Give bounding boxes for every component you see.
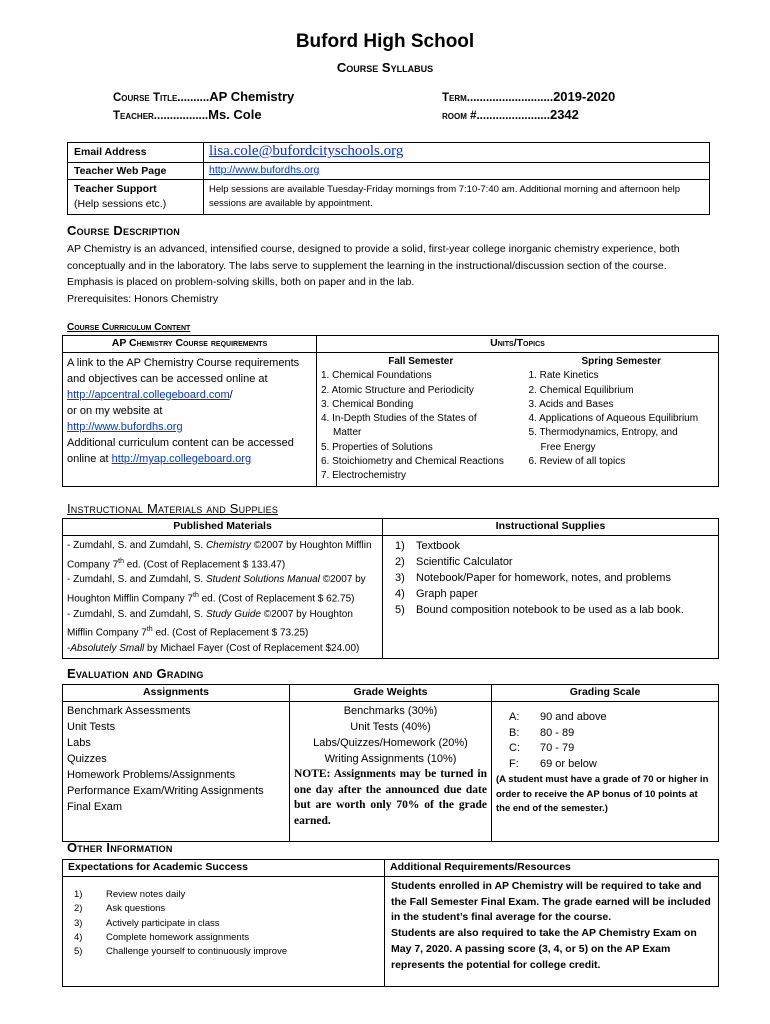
syllabus-subtitle: Course Syllabus [336,60,434,75]
course-title-label: Course Title.......... [113,92,210,104]
curriculum-table [62,335,719,487]
spring-topic: 6. Review of all topics [528,456,626,468]
teacher-row [113,107,262,122]
support-label-cell [68,180,204,215]
email-link[interactable]: lisa.cole@bufordcityschools.org [209,143,404,159]
web-label: Teacher Web Page [68,163,204,180]
requirements-cell [63,353,317,487]
fall-topic: 6. Stoichiometry and Chemical Reactions [321,456,504,468]
weight-item: Writing Assignments (10%) [324,753,457,765]
expectation-item: 3) Actively participate in class [74,917,220,929]
supplies-cell [383,536,719,659]
assignment-item: Quizzes [67,753,107,765]
spring-header: Spring Semester [581,356,661,367]
scale-note: (A student must have a grade of 70 or higher in order to receive the AP bonus of 10 points at the end of the semester.) [496,774,709,814]
scale-row: B: 80 - 89 [509,726,575,739]
supply-item: 1) Textbook [395,540,461,552]
scale-row: F: 69 or below [509,757,597,770]
spring-topic: 4. Applications of Aqueous Equilibrium [528,413,699,425]
published-cell [63,536,383,659]
evaluation-table [62,684,719,842]
assignment-item: Unit Tests [67,721,116,733]
spring-topic: 1. Rate Kinetics [528,370,599,382]
room-row [442,107,579,122]
fall-topic: 7. Electrochemistry [321,470,407,482]
weights-header: Grade Weights [290,685,492,702]
expectations-cell [63,877,385,987]
scale-row: A: 90 and above [509,711,607,723]
fall-topic: 3. Chemical Bonding [321,398,414,410]
supplies-header: Instructional Supplies [383,519,719,536]
fall-topic: 5. Properties of Solutions [321,441,433,453]
published-item: - Zumdahl, S. and Zumdahl, S. Chemistry ©2007 by Houghton Mifflin Company 7th ed. (Cost of Replacement $ 133.47) [67,540,372,570]
supply-item: 4) Graph paper [395,588,478,600]
requirements-text-3: Additional curriculum content can be accessed online at [67,437,294,465]
additional-cell [385,877,719,987]
bufordhs-link[interactable]: http://www.bufordhs.org [67,421,183,433]
expectation-item: 1) Review notes daily [74,889,186,900]
published-header: Published Materials [63,519,383,536]
expectation-item: 2) Ask questions [74,903,166,915]
spring-semester-cell [525,353,719,487]
link-slash: / [229,389,233,401]
teacher-value: Ms. Cole [208,107,262,122]
course-title-value: AP Chemistry [209,89,295,104]
weight-item: Benchmarks (30%) [343,705,438,717]
requirements-text-2: or on my website at [67,405,163,417]
contact-table [67,142,710,215]
supply-item: 3) Notebook/Paper for homework, notes, and problems [395,572,671,584]
curriculum-title: Course Curriculum Content [67,322,191,333]
fall-semester-cell [317,353,525,487]
supply-item: 5) Bound composition notebook to be used as a lab book. [395,604,684,616]
support-label: Teacher Support [74,183,157,195]
apcentral-link[interactable]: http://apcentral.collegeboard.com [67,389,230,401]
weight-item: Labs/Quizzes/Homework (20%) [313,737,468,749]
email-label: Email Address [68,143,204,163]
teacher-web-link[interactable]: http://www.bufordhs.org [209,164,320,176]
spring-topic: 5. Thermodynamics, Entropy, and [528,427,678,439]
units-header: Units/Topics [317,336,719,353]
additional-text-2: Students are also required to take the AP Chemistry Exam on May 7, 2020. A passing score (3, 4, or 5) on the AP Exam represents the potential for college credit. [391,927,697,971]
materials-table [62,518,719,659]
scale-cell [492,702,719,842]
weights-cell [290,702,492,842]
support-sublabel: (Help sessions etc.) [74,198,167,210]
spring-topic: 3. Acids and Bases [528,398,614,410]
additional-header: Additional Requirements/Resources [385,860,719,877]
assignment-item: Final Exam [67,801,123,813]
term-row [442,89,615,104]
materials-title: Instructional Materials and Supplies [67,501,279,516]
published-item: -Absolutely Small by Michael Fayer (Cost of Replacement $24.00) [67,642,360,654]
term-value: 2019-2020 [553,89,616,104]
assignments-cell [63,702,290,842]
published-item: - Zumdahl, S. and Zumdahl, S. Study Guide ©2007 by Houghton Mifflin Company 7th ed. (Cost of Replacement $ 73.25) [67,608,353,639]
requirements-text-1: A link to the AP Chemistry Course requirements and objectives can be accessed online at [67,357,300,385]
expectations-header: Expectations for Academic Success [63,860,385,877]
description-body: AP Chemistry is an advanced, intensified course, designed to provide a solid, first-year college inorganic chemistry experience, both conceptually and in the laboratory. The labs serve to supplement the learning in the instructional/discussion section of the course. Emphasis is placed on problem-solving skills, both on paper and in the lab. [67,243,680,288]
prerequisites: Prerequisites: Honors Chemistry [67,292,219,305]
fall-header: Fall Semester [388,356,454,367]
description-title: Course Description [67,223,180,238]
assignment-item: Homework Problems/Assignments [67,769,236,781]
other-table [62,859,719,987]
room-label: room #....................... [442,110,550,122]
late-work-note: NOTE: Assignments may be turned in one day after the announced due date but are worth only 70% of the grade earned. [294,768,487,827]
school-title: Buford High School [295,31,475,52]
supply-item: 2) Scientific Calculator [395,556,513,568]
additional-text-1: Students enrolled in AP Chemistry will be required to take and the Fall Semester Final Exam. The grade earned will be included in the student’s final average for the course. [391,880,711,924]
assignment-item: Benchmark Assessments [67,705,191,717]
web-cell [204,163,710,180]
spring-topic: 2. Chemical Equilibrium [528,384,634,396]
expectation-item: 5) Challenge yourself to continuously improve [74,946,288,958]
assignment-item: Labs [67,737,91,749]
fall-topic: 4. In-Depth Studies of the States of [321,413,477,425]
assignment-item: Performance Exam/Writing Assignments [67,785,264,797]
weight-item: Unit Tests (40%) [350,721,431,733]
description-text [67,241,707,307]
published-item: - Zumdahl, S. and Zumdahl, S. Student Solutions Manual ©2007 by Houghton Mifflin Company 7th ed. (Cost of Replacement $ 62.75) [67,574,366,605]
other-title: Other Information [67,840,173,855]
evaluation-title: Evaluation and Grading [67,666,204,681]
requirements-header: AP Chemistry Course requirements [63,336,317,353]
email-cell [204,143,710,163]
assignments-header: Assignments [63,685,290,702]
fall-topic: 1. Chemical Foundations [321,370,432,382]
spring-topic: Free Energy [540,441,596,453]
myap-link[interactable]: http://myap.collegeboard.org [111,453,252,465]
course-title-row [113,89,294,104]
fall-topic: Matter [333,427,362,439]
scale-header: Grading Scale [492,685,719,702]
term-label: Term........................... [442,92,554,104]
room-value: 2342 [549,107,579,122]
support-text: Help sessions are available Tuesday-Friday mornings from 7:10-7:40 am. Additional morning and afternoon help sessions are available by appointment. [204,180,710,215]
fall-topic: 2. Atomic Structure and Periodicity [321,384,474,396]
teacher-label: Teacher................. [113,110,209,122]
scale-row: C: 70 - 79 [509,742,575,754]
expectation-item: 4) Complete homework assignments [74,931,250,943]
